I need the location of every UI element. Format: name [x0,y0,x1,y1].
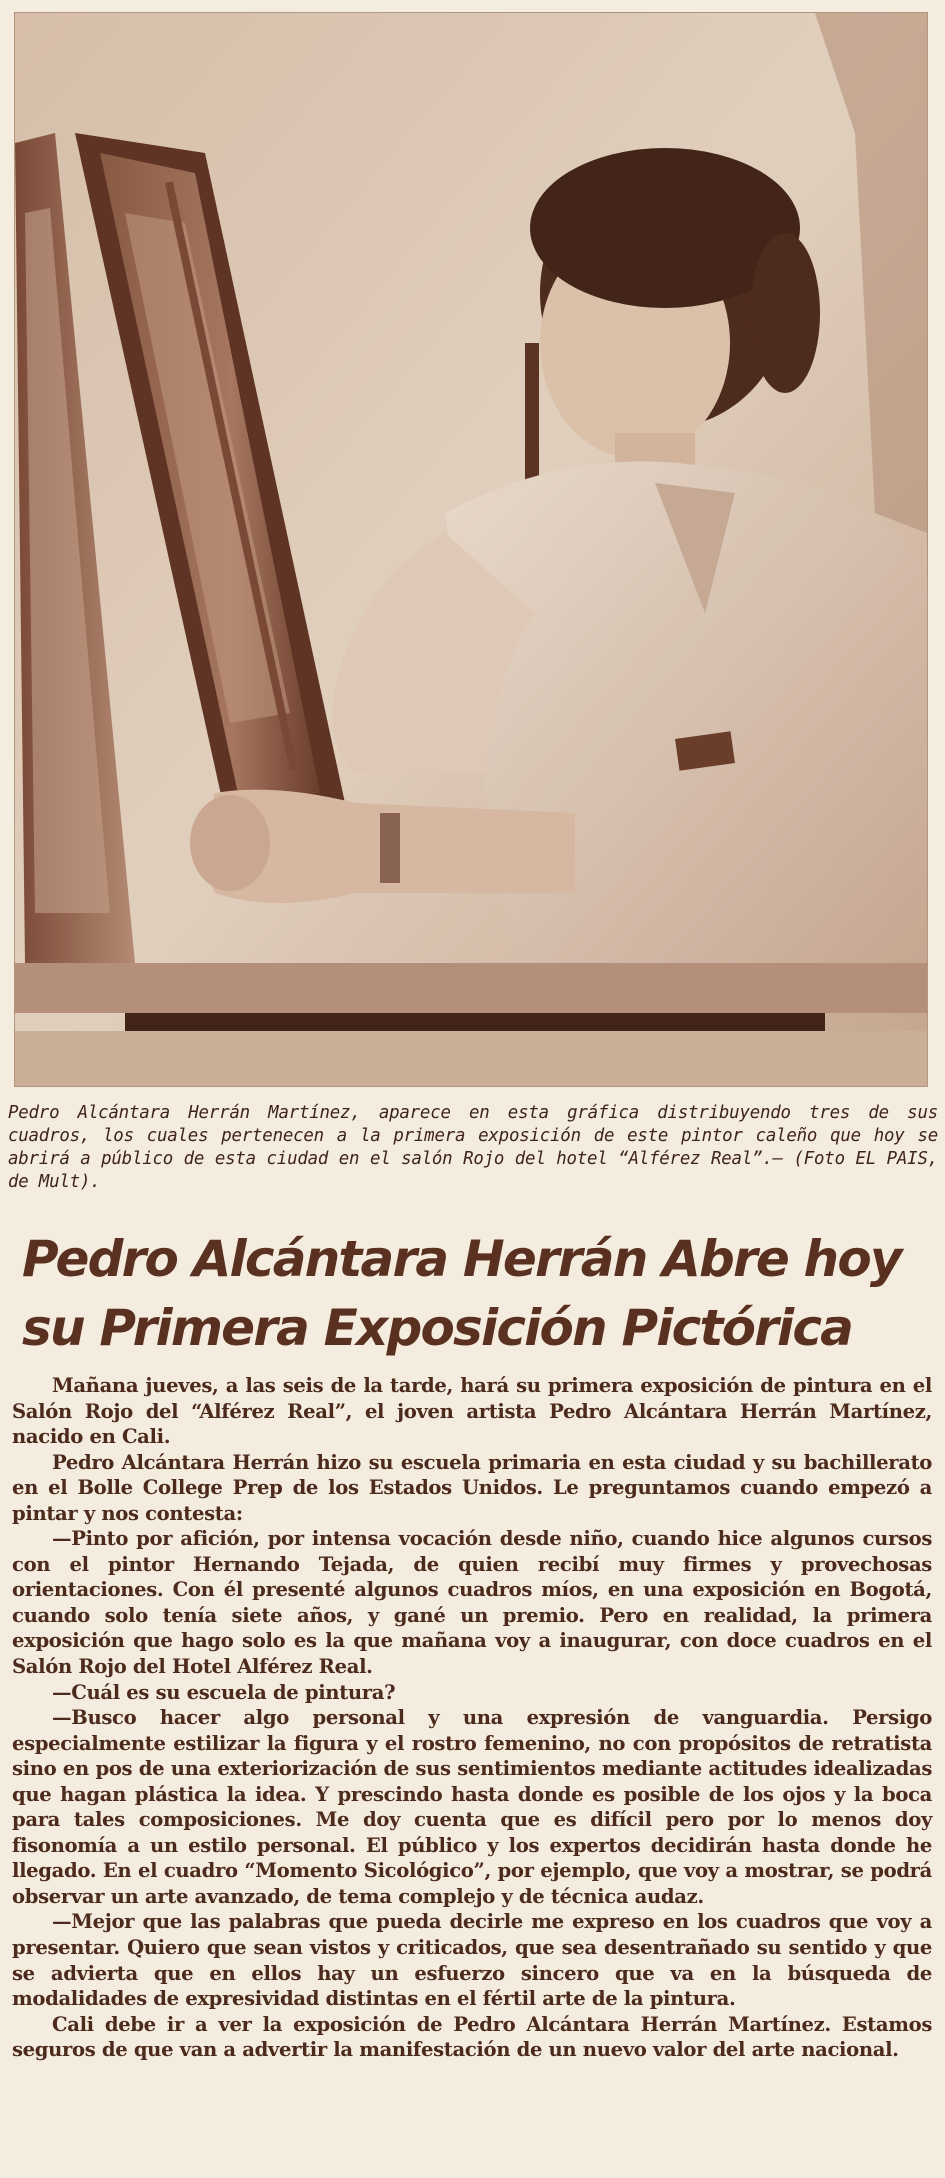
article-paragraph: Mañana jueves, a las seis de la tarde, hará su primera exposición de pintura en el Salón Rojo del “Alférez Real”, el joven artista Pedro Alcántara Herrán Martínez, nacido en Cali. [12,1374,932,1449]
headline-line-1: Pedro Alcántara Herrán Abre hoy [22,1230,901,1288]
article-paragraph: —Busco hacer algo personal y una expresión de vanguardia. Persigo especialmente estilizar la figura y el rostro femenino, no con propósitos de retratista sino en pos de una exteriorización de sus sentimientos mediante actitudes idealizadas que hagan plástica la idea. Y prescindo hasta donde es posible de los ojos y la boca para tales composiciones. Me doy cuenta que es difícil pero por lo menos doy fisonomía a un estilo personal. El público y los expertos decidirán hasta donde he llegado. En el cuadro “Momento Sicológico”, por ejemplo, que voy a mostrar, se podrá observar un arte avanzado, de tema complejo y de técnica audaz. [12,1706,932,1908]
artist-photograph [14,12,928,1087]
article-paragraph: —Cuál es su escuela de pintura? [52,1680,396,1704]
photo-caption: Pedro Alcántara Herrán Martínez, aparece en esta gráfica distribuyendo tres de sus cuadros, los cuales pertenecen a la primera exposición de este pintor caleño que hoy se abrirá a público de esta ciudad en el salón Rojo del hotel “Alférez Real”.— (Foto EL PAIS, de Mult). [8,1103,938,1192]
headline-line-2: su Primera Exposición Pictórica [22,1299,853,1357]
article-paragraph: Pedro Alcántara Herrán hizo su escuela primaria en esta ciudad y su bachillerato en el Bolle College Prep de los Estados Unidos. Le preguntamos cuando empezó a pintar y nos contesta: [12,1450,932,1525]
photograph-icon [15,13,927,1086]
article-body [12,1373,932,2063]
article-paragraph: Cali debe ir a ver la exposición de Pedro Alcántara Herrán Martínez. Estamos seguros de que van a advertir la manifestación de un nuevo valor del arte nacional. [12,2012,932,2062]
article-headline [22,1225,927,1363]
article-paragraph: —Mejor que las palabras que pueda decirle me expreso en los cuadros que voy a presentar. Quiero que sean vistos y criticados, que sea desentrañado su sentido y que se advierta que en ellos hay un esfuerzo sincero que va en la búsqueda de modalidades de expresividad distintas en el fértil arte de la pintura. [12,1910,932,2011]
article-paragraph: —Pinto por afición, por intensa vocación desde niño, cuando hice algunos cursos con el pintor Hernando Tejada, de quien recibí muy firmes y provechosas orientaciones. Con él presenté algunos cuadros míos, en una exposición en Bogotá, cuando solo tenía siete años, y gané un premio. Pero en realidad, la primera exposición que hago solo es la que mañana voy a inaugurar, con doce cuadros en el Salón Rojo del Hotel Alférez Real. [12,1527,932,1679]
